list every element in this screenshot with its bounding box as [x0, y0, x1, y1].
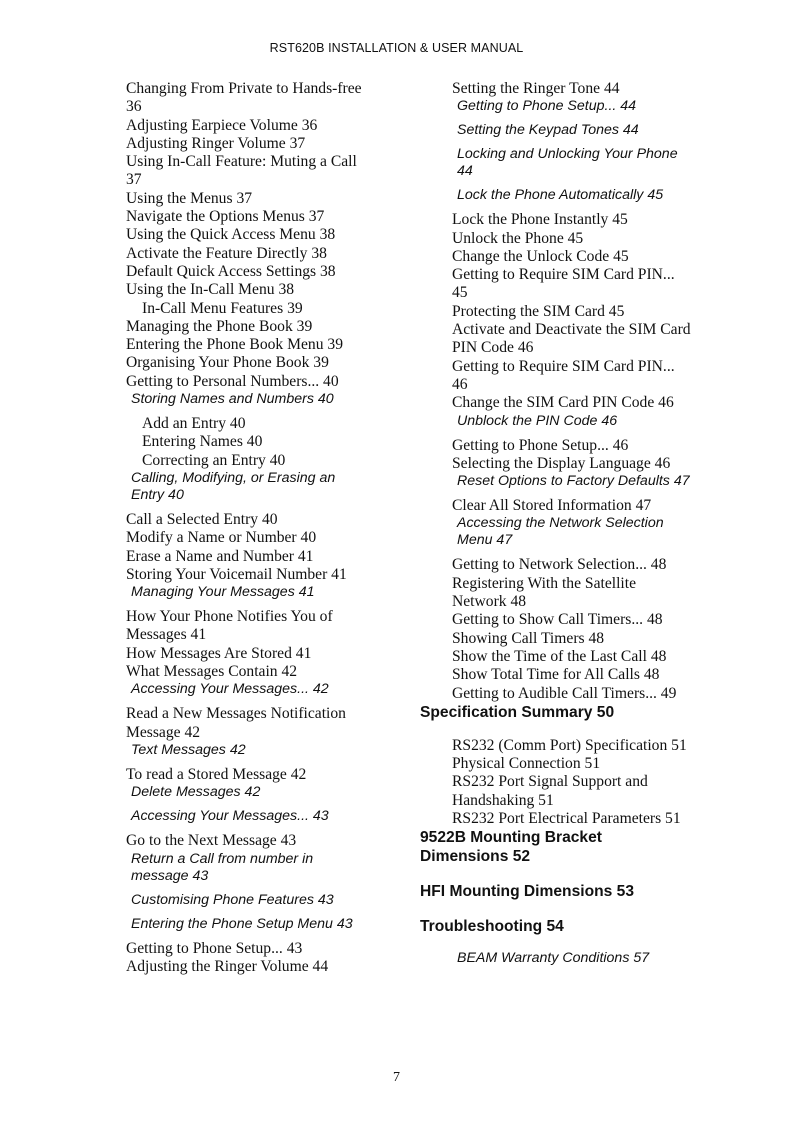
toc-chapter-heading[interactable]: Specification Summary 50: [420, 703, 615, 721]
toc-chapter-heading[interactable]: HFI Mounting Dimensions 53: [420, 883, 634, 901]
toc-section-heading[interactable]: Locking and Unlocking Your Phone: [457, 146, 678, 163]
toc-entry[interactable]: Message 42: [126, 723, 201, 741]
toc-entry[interactable]: What Messages Contain 42: [126, 663, 298, 681]
toc-entry[interactable]: Show Total Time for All Calls 48: [452, 666, 660, 684]
toc-section-heading[interactable]: Unblock the PIN Code 46: [457, 412, 618, 429]
toc-entry[interactable]: Navigate the Options Menus 37: [126, 208, 325, 226]
toc-section-heading[interactable]: Delete Messages 42: [131, 784, 261, 801]
toc-section-heading[interactable]: Text Messages 42: [131, 741, 246, 758]
toc-section-heading[interactable]: Accessing Your Messages... 43: [131, 808, 329, 825]
toc-entry[interactable]: Change the SIM Card PIN Code 46: [452, 394, 674, 412]
toc-entry[interactable]: Using In-Call Feature: Muting a Call: [126, 153, 357, 171]
toc-entry[interactable]: RS232 Port Signal Support and: [452, 773, 648, 791]
toc-entry[interactable]: Storing Your Voicemail Number 41: [126, 565, 347, 583]
toc-entry[interactable]: Showing Call Timers 48: [452, 629, 605, 647]
toc-entry[interactable]: Entering Names 40: [142, 433, 263, 451]
toc-entry[interactable]: Setting the Ringer Tone 44: [452, 80, 620, 97]
toc-entry[interactable]: Adjusting Earpiece Volume 36: [126, 116, 318, 134]
toc-entry[interactable]: To read a Stored Message 42: [126, 765, 307, 783]
running-header: RST620B INSTALLATION & USER MANUAL: [269, 41, 524, 55]
toc-entry[interactable]: Getting to Require SIM Card PIN...: [452, 357, 675, 375]
toc-entry[interactable]: Activate and Deactivate the SIM Card: [452, 321, 691, 339]
toc-entry[interactable]: Registering With the Satellite: [452, 574, 637, 592]
toc-entry[interactable]: Add an Entry 40: [142, 415, 246, 433]
toc-section-heading[interactable]: message 43: [131, 867, 209, 884]
toc-entry[interactable]: Organising Your Phone Book 39: [126, 354, 329, 372]
toc-entry-page[interactable]: 37: [126, 171, 142, 189]
toc-entry[interactable]: Using the Menus 37: [126, 189, 253, 207]
toc-entry[interactable]: Network 48: [452, 593, 527, 611]
toc-entry[interactable]: Changing From Private to Hands-free: [126, 80, 362, 97]
toc-entry[interactable]: Unlock the Phone 45: [452, 229, 584, 247]
toc-entry-page[interactable]: 46: [452, 375, 468, 393]
toc-entry[interactable]: Activate the Feature Directly 38: [126, 244, 327, 262]
toc-section-heading[interactable]: Accessing the Network Selection: [457, 515, 664, 532]
toc-entry[interactable]: Getting to Audible Call Timers... 49: [452, 684, 677, 702]
toc-section-heading[interactable]: Storing Names and Numbers 40: [131, 391, 334, 408]
toc-entry[interactable]: Clear All Stored Information 47: [452, 497, 652, 515]
toc-entry[interactable]: Handshaking 51: [452, 791, 554, 809]
toc-entry[interactable]: Entering the Phone Book Menu 39: [126, 336, 343, 354]
toc-entry[interactable]: Read a New Messages Notification: [126, 705, 346, 723]
toc-entry[interactable]: Using the In-Call Menu 38: [126, 281, 295, 299]
toc-chapter-heading[interactable]: Dimensions 52: [420, 848, 531, 866]
toc-entry[interactable]: In-Call Menu Features 39: [142, 299, 303, 317]
toc-entry[interactable]: Getting to Personal Numbers... 40: [126, 372, 339, 390]
toc-entry[interactable]: Getting to Phone Setup... 46: [452, 436, 629, 454]
toc-section-heading[interactable]: Lock the Phone Automatically 45: [457, 187, 664, 204]
toc-section-heading[interactable]: Entering the Phone Setup Menu 43: [131, 915, 353, 932]
toc-entry[interactable]: Protecting the SIM Card 45: [452, 302, 625, 320]
toc-entry[interactable]: PIN Code 46: [452, 339, 534, 357]
toc-entry[interactable]: RS232 (Comm Port) Specification 51: [452, 736, 687, 754]
toc-entry[interactable]: Change the Unlock Code 45: [452, 247, 629, 265]
toc-entry[interactable]: Go to the Next Message 43: [126, 832, 297, 850]
toc-section-heading[interactable]: Customising Phone Features 43: [131, 891, 334, 908]
toc-entry[interactable]: Getting to Show Call Timers... 48: [452, 611, 663, 629]
page-number: 7: [393, 1070, 400, 1085]
toc-section-heading[interactable]: Managing Your Messages 41: [131, 584, 315, 601]
toc-entry[interactable]: Show the Time of the Last Call 48: [452, 647, 667, 665]
toc-entry[interactable]: Selecting the Display Language 46: [452, 454, 671, 472]
toc-chapter-heading[interactable]: 9522B Mounting Bracket: [420, 829, 602, 847]
toc-entry[interactable]: Physical Connection 51: [452, 755, 601, 773]
toc-section-heading[interactable]: Entry 40: [131, 486, 184, 503]
toc-section-heading[interactable]: Getting to Phone Setup... 44: [457, 98, 637, 115]
toc-section-heading[interactable]: Menu 47: [457, 532, 513, 549]
toc-entry[interactable]: Managing the Phone Book 39: [126, 317, 313, 335]
toc-entry[interactable]: Erase a Name and Number 41: [126, 547, 314, 565]
toc-section-heading[interactable]: 44: [457, 163, 473, 180]
toc-entry[interactable]: Getting to Require SIM Card PIN...: [452, 266, 675, 284]
toc-section-heading[interactable]: Calling, Modifying, or Erasing an: [131, 469, 336, 486]
toc-entry[interactable]: Modify a Name or Number 40: [126, 529, 317, 547]
toc-entry[interactable]: How Messages Are Stored 41: [126, 644, 312, 662]
toc-entry[interactable]: How Your Phone Notifies You of: [126, 608, 333, 626]
toc-entry[interactable]: RS232 Port Electrical Parameters 51: [452, 810, 681, 828]
toc-section-heading[interactable]: Setting the Keypad Tones 44: [457, 122, 639, 139]
toc-entry[interactable]: Default Quick Access Settings 38: [126, 262, 336, 280]
toc-entry[interactable]: Using the Quick Access Menu 38: [126, 226, 336, 244]
toc-left-column: [126, 80, 406, 976]
toc-entry-page[interactable]: 36: [126, 98, 142, 116]
toc-entry-page[interactable]: 45: [452, 284, 468, 302]
toc-section-heading[interactable]: Reset Options to Factory Defaults 47: [457, 473, 690, 490]
toc-entry[interactable]: Getting to Network Selection... 48: [452, 556, 667, 574]
toc-entry[interactable]: Call a Selected Entry 40: [126, 510, 278, 528]
spacer: [420, 722, 720, 737]
toc-section-heading[interactable]: BEAM Warranty Conditions 57: [457, 950, 650, 967]
toc-entry[interactable]: Messages 41: [126, 626, 207, 644]
toc-section-heading[interactable]: Accessing Your Messages... 42: [131, 681, 329, 698]
toc-section-heading[interactable]: Return a Call from number in: [131, 850, 314, 867]
toc-entry[interactable]: Correcting an Entry 40: [142, 451, 286, 469]
toc-chapter-heading[interactable]: Troubleshooting 54: [420, 918, 564, 936]
toc-entry[interactable]: Getting to Phone Setup... 43: [126, 939, 303, 957]
toc-entry[interactable]: Lock the Phone Instantly 45: [452, 211, 628, 229]
toc-right-column: [420, 80, 720, 967]
toc-entry[interactable]: Adjusting the Ringer Volume 44: [126, 957, 329, 975]
toc-entry[interactable]: Adjusting Ringer Volume 37: [126, 134, 306, 152]
